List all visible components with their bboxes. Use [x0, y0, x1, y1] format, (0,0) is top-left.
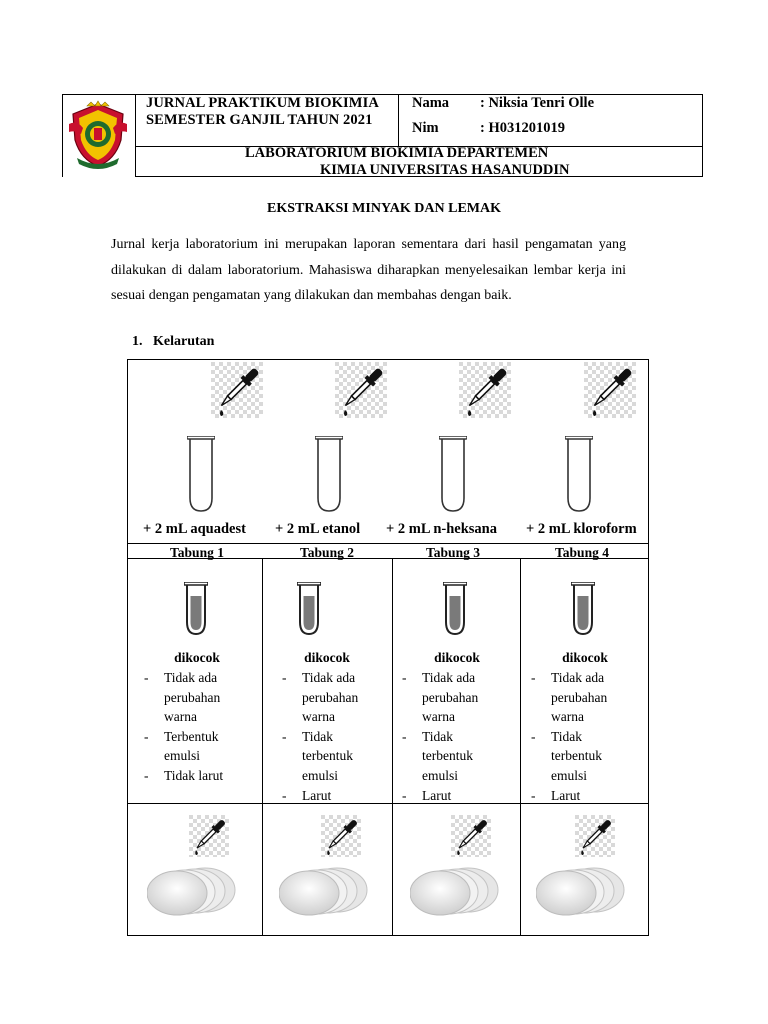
action-label-1: dikocok	[174, 650, 220, 665]
filter-paper-icon	[536, 862, 626, 916]
observation-item: - Tidak terbentuk emulsi	[531, 727, 631, 786]
journal-title-line2: SEMESTER GANJIL TAHUN 2021	[146, 112, 373, 128]
empty-test-tube-icon	[439, 436, 467, 512]
filled-test-tube-icon	[297, 582, 321, 635]
reagent-label-2: + 2 mL etanol	[275, 521, 361, 537]
observation-item: - Tidak ada perubahan warna	[144, 668, 244, 727]
observation-item: - Larut	[402, 786, 502, 806]
tube-label-2: Tabung 2	[300, 545, 354, 560]
tube-label-1: Tabung 1	[170, 545, 224, 560]
table-divider	[520, 558, 521, 936]
nim-value: : H031201019	[480, 120, 565, 136]
observation-item: - Larut	[531, 786, 631, 806]
observation-item: - Tidak terbentuk emulsi	[282, 727, 382, 786]
filter-paper-icon	[279, 862, 369, 916]
observation-list-4	[531, 668, 631, 805]
empty-test-tube-icon	[187, 436, 215, 512]
empty-test-tube-icon	[565, 436, 593, 512]
table-divider	[127, 543, 649, 544]
observation-list-3	[402, 668, 502, 805]
lab-name-line1: LABORATORIUM BIOKIMIA DEPARTEMEN	[245, 145, 549, 161]
university-logo	[65, 100, 131, 170]
name-label: Nama	[412, 95, 450, 111]
dropper-icon	[451, 815, 491, 857]
tube-label-4: Tabung 4	[555, 545, 609, 560]
filter-paper-icon	[410, 862, 500, 916]
empty-test-tube-icon	[315, 436, 343, 512]
observation-list-1	[144, 668, 244, 786]
reagent-label-3: + 2 mL n-heksana	[386, 521, 498, 537]
lab-name-line2: KIMIA UNIVERSITAS HASANUDDIN	[320, 162, 570, 178]
reagent-label-4: + 2 mL kloroform	[526, 521, 637, 537]
dropper-icon	[584, 362, 636, 418]
action-label-4: dikocok	[562, 650, 608, 665]
action-label-3: dikocok	[434, 650, 480, 665]
dropper-icon	[211, 362, 263, 418]
name-value: : Niksia Tenri Olle	[480, 95, 595, 111]
filled-test-tube-icon	[571, 582, 595, 635]
observation-list-2	[282, 668, 382, 805]
observation-item: - Larut	[282, 786, 382, 806]
observation-item: - Tidak ada perubahan warna	[282, 668, 382, 727]
table-divider	[262, 558, 263, 936]
document-title: EKSTRAKSI MINYAK DAN LEMAK	[266, 201, 501, 216]
section-heading: 1. Kelarutan	[132, 334, 215, 349]
reagent-label-1: + 2 mL aquadest	[143, 521, 246, 537]
dropper-icon	[335, 362, 387, 418]
dropper-icon	[459, 362, 511, 418]
intro-paragraph: Jurnal kerja laboratorium ini merupakan laporan sementara dari hasil pengamatan yang dilakukan di dalam laboratorium. Mahasiswa diharapkan menyelesaikan lembar kerja ini sesuai dengan pengamatan yang dilakukan dan membahas dengan baik.	[111, 237, 626, 304]
dropper-icon	[321, 815, 361, 857]
journal-title-line1: JURNAL PRAKTIKUM BIOKIMIA	[146, 95, 379, 111]
observation-item: - Terbentuk emulsi	[144, 727, 244, 766]
filled-test-tube-icon	[184, 582, 208, 635]
observation-item: - Tidak ada perubahan warna	[402, 668, 502, 727]
dropper-icon	[575, 815, 615, 857]
nim-label: Nim	[412, 120, 439, 136]
observation-item: - Tidak ada perubahan warna	[531, 668, 631, 727]
filter-paper-icon	[147, 862, 237, 916]
observation-item: - Tidak terbentuk emulsi	[402, 727, 502, 786]
action-label-2: dikocok	[304, 650, 350, 665]
tube-label-3: Tabung 3	[426, 545, 480, 560]
table-divider	[392, 558, 393, 936]
filled-test-tube-icon	[443, 582, 467, 635]
dropper-icon	[189, 815, 229, 857]
observation-item: - Tidak larut	[144, 766, 244, 786]
